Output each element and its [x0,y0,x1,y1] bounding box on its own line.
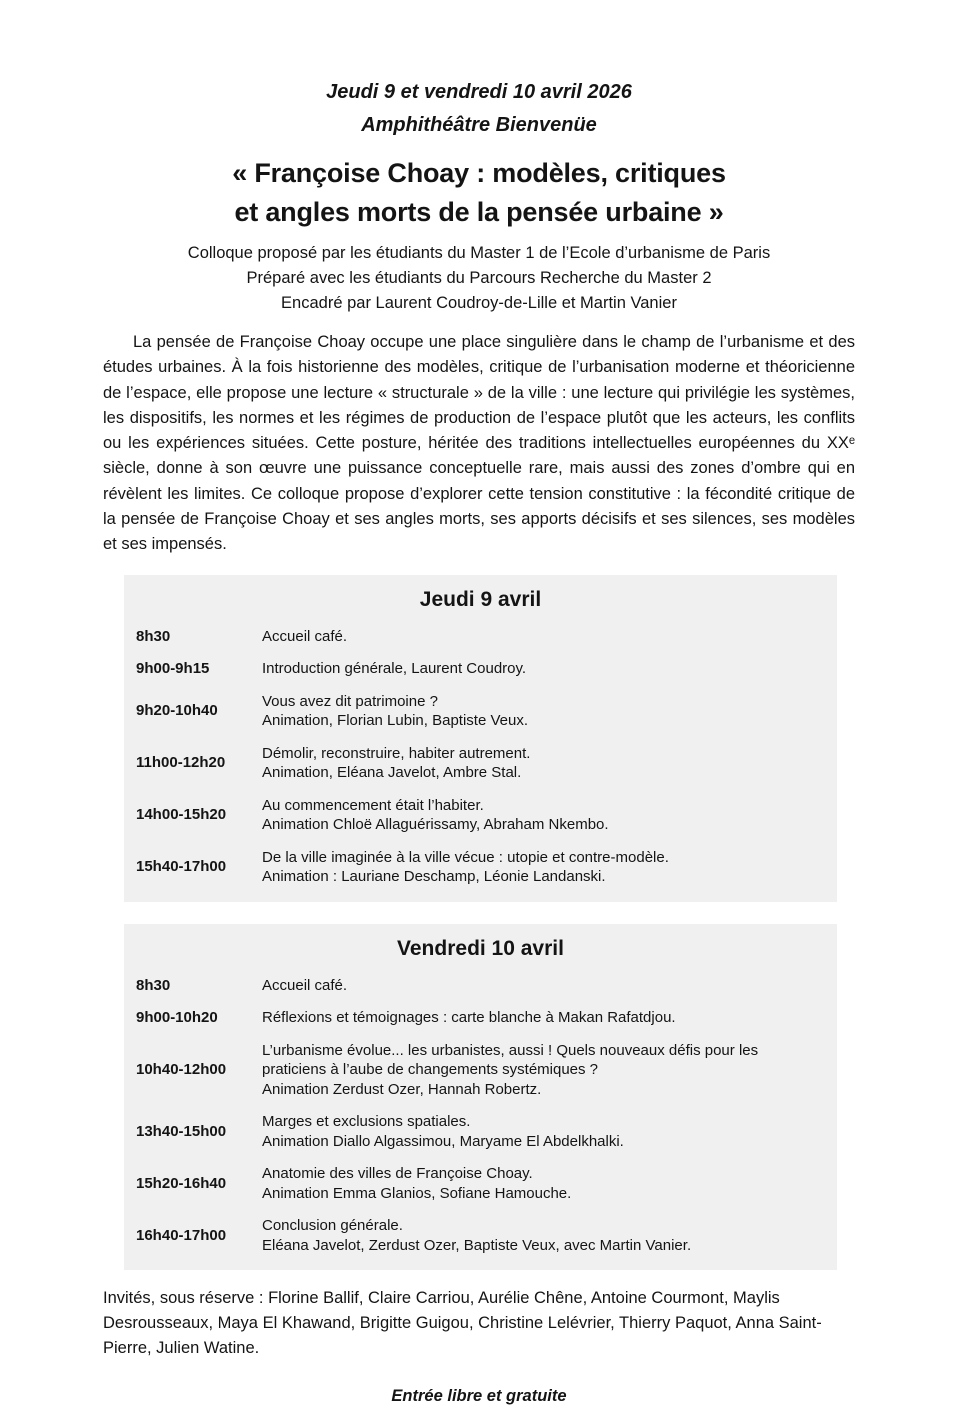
session-description [262,1216,823,1255]
entry-note: Entrée libre et gratuite [391,1387,567,1406]
session-line: Réflexions et témoignages : carte blanche à Makan Rafatdjou. [262,1009,676,1027]
day-schedule-card [124,575,837,902]
session-description [262,1112,823,1151]
session-line: L’urbanisme évolue... les urbanistes, aussi ! Quels nouveaux défis pour les praticiens à l’aube de changements systémiques ? [262,1041,759,1079]
schedule-row [136,1216,823,1255]
schedule-row [136,692,823,731]
session-description [262,659,823,679]
session-time: 9h00-10h20 [136,1009,218,1027]
subtitle-line-preparation: Préparé avec les étudiants du Parcours Recherche du Master 2 [246,269,712,287]
session-description [262,627,823,647]
session-description [262,692,823,731]
event-dates: Jeudi 9 et vendredi 10 avril 2026 [326,81,632,103]
session-line: Au commencement était l’habiter. [262,796,484,814]
session-description [262,1041,823,1100]
session-line: Animation : Lauriane Deschamp, Léonie Landanski. [262,868,606,886]
session-line: Anatomie des villes de Françoise Choay. [262,1165,533,1183]
day-title: Jeudi 9 avril [419,587,542,611]
schedule-row [136,1041,823,1100]
session-line: Animation Chloë Allaguérissamy, Abraham Nkembo. [262,816,609,834]
schedule-row [136,1164,823,1203]
schedule-days [103,575,855,1271]
session-line: Vous avez dit patrimoine ? [262,692,438,710]
session-time: 15h40-17h00 [136,858,227,876]
schedule-row [136,627,823,647]
schedule-row [136,1112,823,1151]
schedule-row [136,1008,823,1028]
session-time: 13h40-15h00 [136,1122,227,1140]
session-line: Animation Zerdust Ozer, Hannah Robertz. [262,1080,542,1098]
session-line: Eléana Javelot, Zerdust Ozer, Baptiste Veux, avec Martin Vanier. [262,1236,692,1254]
subtitle-line-supervisors: Encadré par Laurent Coudroy-de-Lille et Martin Vanier [281,294,677,312]
session-time: 16h40-17h00 [136,1226,227,1244]
session-line: Accueil café. [262,627,348,645]
session-time: 10h40-12h00 [136,1061,227,1079]
invitees-paragraph: Invités, sous réserve : Florine Ballif, Claire Carriou, Aurélie Chêne, Antoine Courmont, Maylis Desrousseaux, Maya El Khawand, Brigitte Guigou, Christine Lelévrier, Thierry Paquot, Anna Saint-Pierre, Julien Watine. [103,1289,822,1358]
schedule-row [136,976,823,996]
schedule-row [136,848,823,887]
session-description [262,976,823,996]
session-line: Animation, Florian Lubin, Baptiste Veux. [262,712,528,730]
venue-name: Amphithéâtre Bienvenüe [361,114,597,136]
session-description [262,744,823,783]
session-line: Animation Diallo Algassimou, Maryame El Abdelkhalki. [262,1132,624,1150]
day-rows [124,627,837,887]
day-rows [124,976,837,1256]
subtitle-line-organizers: Colloque proposé par les étudiants du Master 1 de l’Ecole d’urbanisme de Paris [187,244,771,262]
session-time: 9h00-9h15 [136,660,210,678]
session-line: Introduction générale, Laurent Coudroy. [262,660,527,678]
session-line: Accueil café. [262,976,348,994]
session-description [262,848,823,887]
day-schedule-card [124,924,837,1271]
day-title: Vendredi 10 avril [397,936,564,960]
session-time: 14h00-15h20 [136,806,227,824]
event-title-line2: et angles morts de la pensée urbaine » [234,197,724,227]
event-title-line1: « Françoise Choay : modèles, critiques [232,158,726,188]
session-line: Animation, Eléana Javelot, Ambre Stal. [262,764,522,782]
session-time: 9h20-10h40 [136,702,218,720]
event-title [103,154,855,232]
session-line: Marges et exclusions spatiales. [262,1113,471,1131]
session-line: De la ville imaginée à la ville vécue : utopie et contre-modèle. [262,848,669,866]
session-description [262,1008,823,1028]
schedule-row [136,744,823,783]
session-line: Animation Emma Glanios, Sofiane Hamouche. [262,1184,572,1202]
session-time: 11h00-12h20 [136,754,226,772]
session-time: 8h30 [136,976,171,994]
session-description [262,796,823,835]
session-line: Conclusion générale. [262,1217,403,1235]
session-description [262,1164,823,1203]
intro-paragraph: La pensée de Françoise Choay occupe une place singulière dans le champ de l’urbanisme et des études urbaines. À la fois historienne des modèles, critique de l’urbanisation moderne et théoricienne de l’espace, elle propose une lecture « structurale » de la ville : une lecture qui privilégie les systèmes, les dispositifs, les normes et les régimes de production de l’espace plutôt que les acteurs, les conflits ou les expériences situées. Cette posture, héritée des traditions intellectuelles européennes du XXᵉ siècle, donne à son œuvre une puissance conceptuelle rare, mais aussi des zones d’ombre qui en révèlent les limites. Ce colloque propose d’explorer cette tension constitutive : la fécondité critique de la pensée de Françoise Choay et ses angles morts, ses apports décisifs et ses silences, ses modèles et ses impensés. [103,333,855,554]
session-time: 8h30 [136,627,171,645]
event-subtitle [103,241,855,316]
session-line: Démolir, reconstruire, habiter autrement. [262,744,531,762]
schedule-row [136,659,823,679]
session-time: 15h20-16h40 [136,1174,227,1192]
schedule-row [136,796,823,835]
